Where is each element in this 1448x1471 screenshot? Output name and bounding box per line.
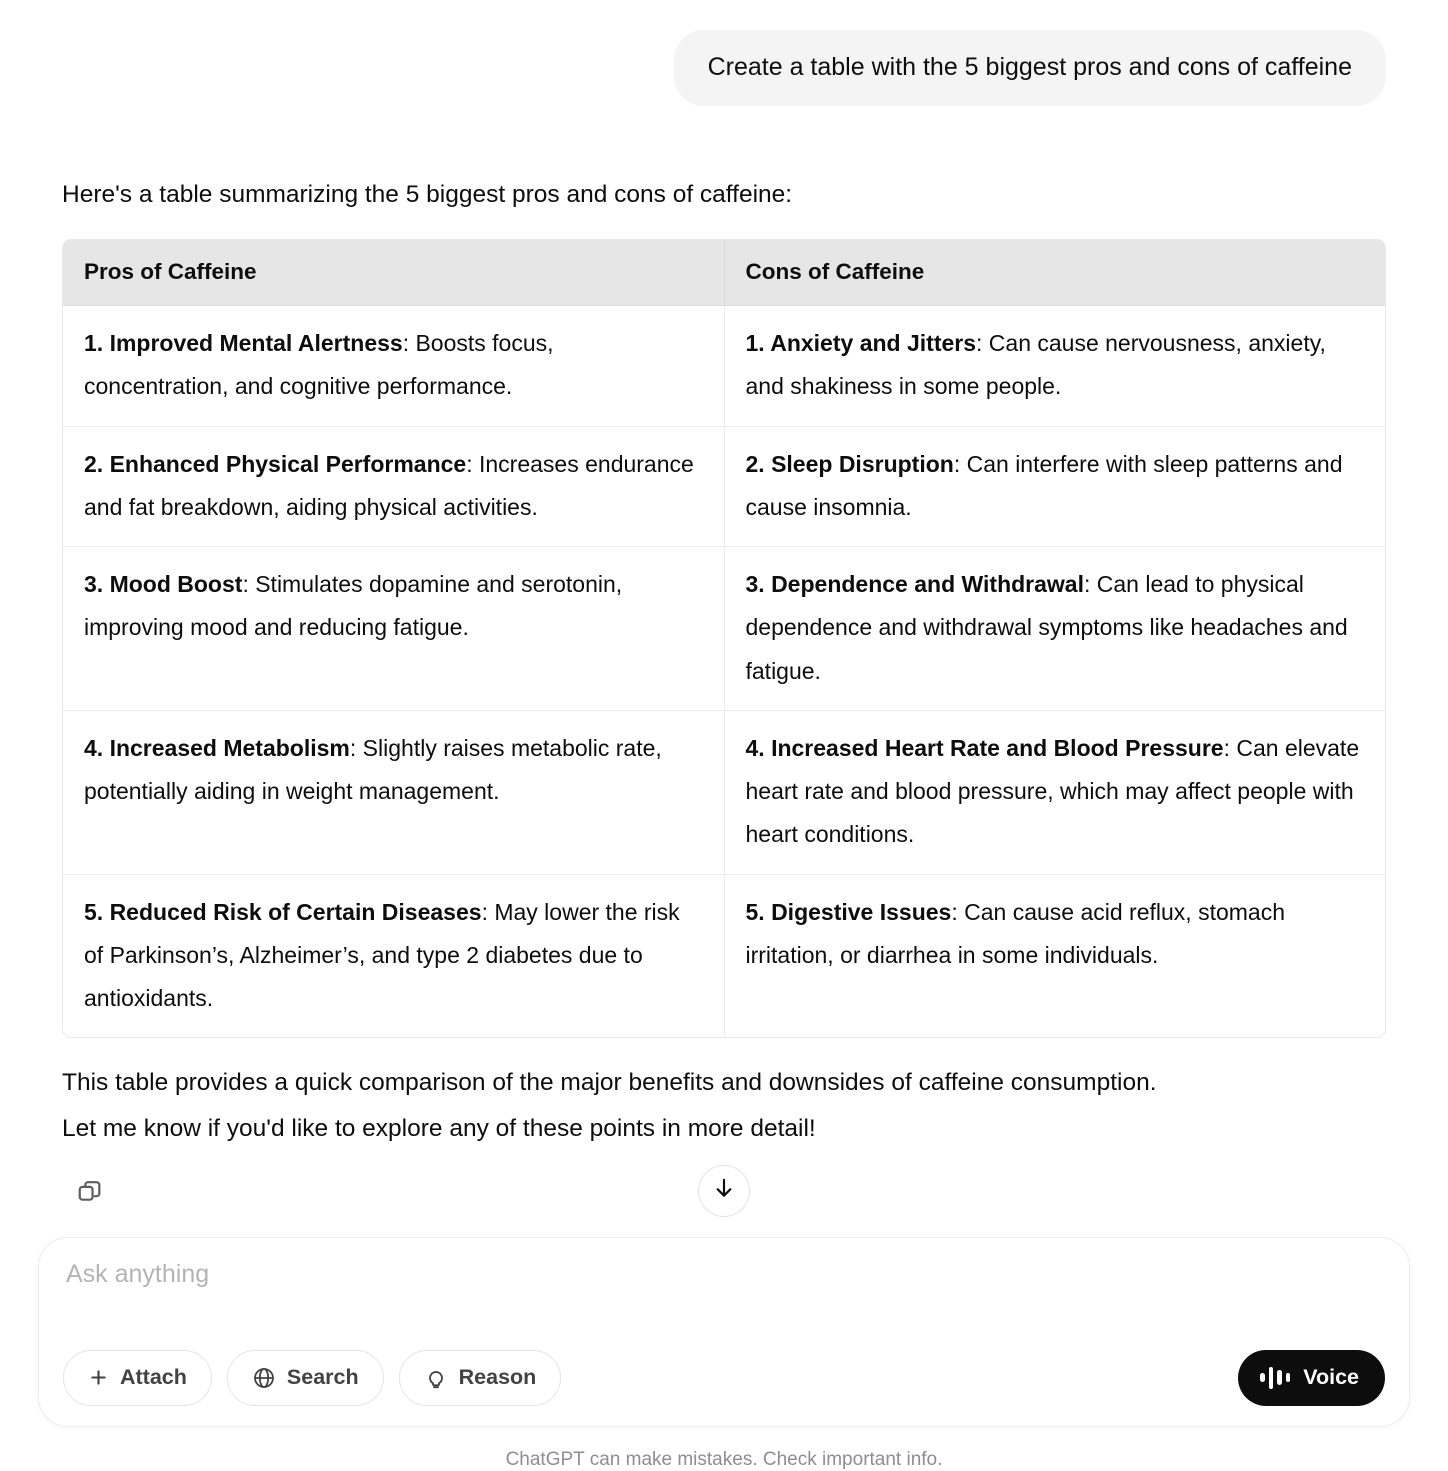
footer-disclaimer: ChatGPT can make mistakes. Check important info. [505,1448,943,1470]
table-cell-con [724,874,1385,1037]
table-header-pros: Pros of Caffeine [63,240,724,306]
assistant-outro-line-1: This table provides a quick comparison of the major benefits and downsides of caffeine consumption. [62,1069,1157,1097]
cell-text: : Boosts focus, concentration, and cognitive performance. [84,330,554,400]
cell-label: 4. Increased Metabolism [84,734,350,761]
cell-label: 5. Reduced Risk of Certain Diseases [84,898,482,925]
voice-label: Voice [1303,1365,1359,1390]
globe-icon [252,1366,276,1390]
table-row [63,547,1385,711]
reason-label: Reason [458,1365,537,1390]
pros-cons-table [63,240,1385,1037]
cell-label: 2. Sleep Disruption [745,450,954,477]
voice-button[interactable] [1238,1350,1385,1406]
cell-text: : Slightly raises metabolic rate, potentially aiding in weight management. [84,734,662,805]
table-body [63,306,1385,1038]
cell-text: : Can lead to physical dependence and withdrawal symptoms like headaches and fatigue. [745,571,1348,684]
prompt-input[interactable] [66,1260,966,1289]
search-button[interactable] [227,1350,384,1406]
search-label: Search [286,1365,359,1390]
table-cell-pro [63,306,724,426]
reason-button[interactable] [399,1350,562,1406]
cell-text: : Increases endurance and fat breakdown, aiding physical activities. [84,450,694,520]
cell-text: : Can elevate heart rate and blood pressure, which may affect people with heart conditions. [745,734,1360,848]
attach-label: Attach [120,1365,187,1390]
arrow-down-icon [711,1175,737,1206]
cell-text: : May lower the risk of Parkinson’s, Alzheimer’s, and type 2 diabetes due to antioxidants. [84,898,680,1012]
table-cell-pro [63,426,724,546]
user-message-bubble: Create a table with the 5 biggest pros and cons of caffeine [674,30,1386,106]
table-row [63,426,1385,546]
cell-label: 5. Digestive Issues [745,898,952,925]
assistant-outro [62,1060,1386,1151]
cell-text: : Can cause acid reflux, stomach irritation, or diarrhea in some individuals. [745,898,1286,968]
scroll-to-bottom-button[interactable] [698,1165,750,1217]
assistant-outro-line-2: Let me know if you'd like to explore any of these points in more detail! [62,1114,816,1142]
user-message-row [0,0,1448,106]
table-head [63,240,1385,306]
message-action-bar [62,1163,1386,1227]
table-row [63,874,1385,1037]
table-row [63,306,1385,426]
table-row [63,710,1385,874]
assistant-message [0,176,1448,1227]
table-cell-con [724,710,1385,874]
cell-text: : Stimulates dopamine and serotonin, improving mood and reducing fatigue. [84,571,623,641]
cell-label: 1. Anxiety and Jitters [745,330,977,357]
cell-label: 3. Mood Boost [84,571,243,598]
waveform-icon [1260,1365,1290,1391]
cell-label: 4. Increased Heart Rate and Blood Pressure [745,734,1224,761]
table-cell-pro [63,710,724,874]
cell-text: : Can cause nervousness, anxiety, and shakiness in some people. [745,330,1326,400]
table-cell-con [724,426,1385,546]
table-header-cons: Cons of Caffeine [724,240,1385,306]
table-cell-pro [63,547,724,711]
table-cell-con [724,306,1385,426]
cell-label: 3. Dependence and Withdrawal [745,571,1084,598]
pros-cons-table-container [62,239,1386,1038]
cell-text: : Can interfere with sleep patterns and cause insomnia. [745,450,1343,520]
table-cell-con [724,547,1385,711]
composer-tool-row [63,1350,561,1406]
assistant-intro-paragraph: Here's a table summarizing the 5 biggest pros and cons of caffeine: [62,181,793,209]
copy-icon [76,1178,104,1211]
table-cell-pro [63,874,724,1037]
attach-button[interactable] [63,1350,212,1406]
cell-label: 2. Enhanced Physical Performance [84,450,467,477]
plus-icon [88,1367,109,1388]
lightbulb-icon [424,1366,448,1390]
cell-label: 1. Improved Mental Alertness [84,330,403,357]
copy-button[interactable] [68,1173,112,1217]
message-composer[interactable] [38,1237,1410,1427]
table-header-row [63,240,1385,306]
